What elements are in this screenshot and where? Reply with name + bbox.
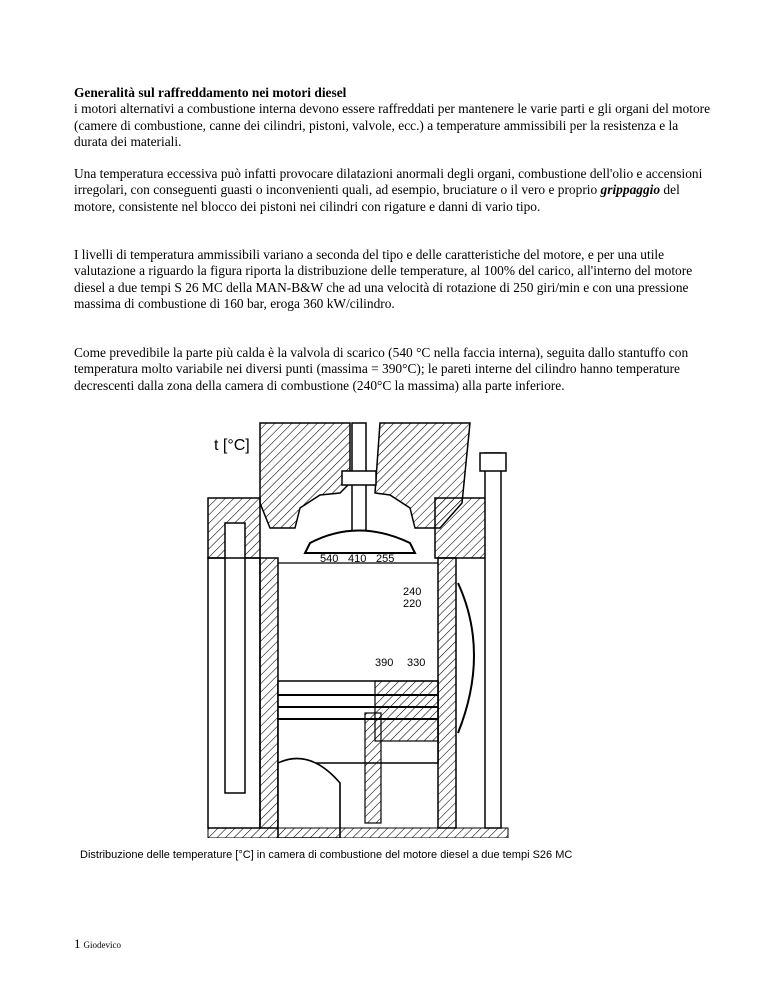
temp-label: 390 [375, 657, 394, 669]
temp-label: 220 [403, 598, 422, 610]
section-title: Generalità sul raffreddamento nei motori diesel [74, 85, 347, 100]
footer-label: Giodevico [83, 940, 121, 950]
page-footer [74, 936, 121, 952]
temp-label: 240 [403, 586, 422, 598]
temp-label: 255 [376, 553, 395, 565]
emphasis-grippaggio: grippaggio [600, 182, 661, 198]
intro-paragraph [74, 85, 714, 151]
page-number: 1 [74, 936, 81, 951]
temp-label: 330 [407, 657, 426, 669]
paragraph-3 [74, 247, 714, 313]
figure-caption: Distribuzione delle temperature [°C] in camera di combustione del motore diesel a due tempi S26 MC [80, 849, 573, 861]
temp-label: 540 [320, 553, 339, 565]
paragraph-3-text: I livelli di temperatura ammissibili variano a seconda del tipo e delle caratteristiche del motore, e per una utile valutazione a riguardo la figura riporta la distribuzione delle temperature, al 100% del carico, all'interno del motore diesel a due tempi S 26 MC della MAN-B&W che ad una velocità di rotazione di 250 giri/min e con una pressione massima di combustione di 160 bar, eroga 360 kW/cilindro. [74, 247, 693, 312]
paragraph-2 [74, 166, 714, 215]
paragraph-4 [74, 345, 714, 394]
engine-cross-section-drawing [200, 413, 527, 838]
paragraph-2-text-a: Una temperatura eccessiva può infatti provocare dilatazioni anormali degli organi, combustione dell'olio e accensioni irregolari, con conseguenti guasti o inconvenienti quali, ad esempio, bruciature o il vero e proprio [74, 166, 703, 198]
axis-label: t [°C] [214, 437, 250, 454]
intro-text: i motori alternativi a combustione interna devono essere raffreddati per mantenere le varie parti e gli organi del motore (camere di combustione, canne dei cilindri, pistoni, valvole, ecc.) a temperature ammissibili per la resistenza e la durata dei materiali. [74, 101, 711, 150]
paragraph-2-text-b: del motore, consistente nel blocco dei pistoni nei cilindri con rigature e danni di vario tipo. [74, 182, 680, 214]
temp-label: 410 [348, 553, 367, 565]
paragraph-4-text: Come prevedibile la parte più calda è la valvola di scarico (540 °C nella faccia interna), seguita dallo stantuffo con temperatura molto variabile nei diversi punti (massima = 390°C); le pareti interne del cilindro hanno temperature decrescenti dalla zona della camera di combustione (240°C la massima) alla parte inferiore. [74, 345, 689, 393]
